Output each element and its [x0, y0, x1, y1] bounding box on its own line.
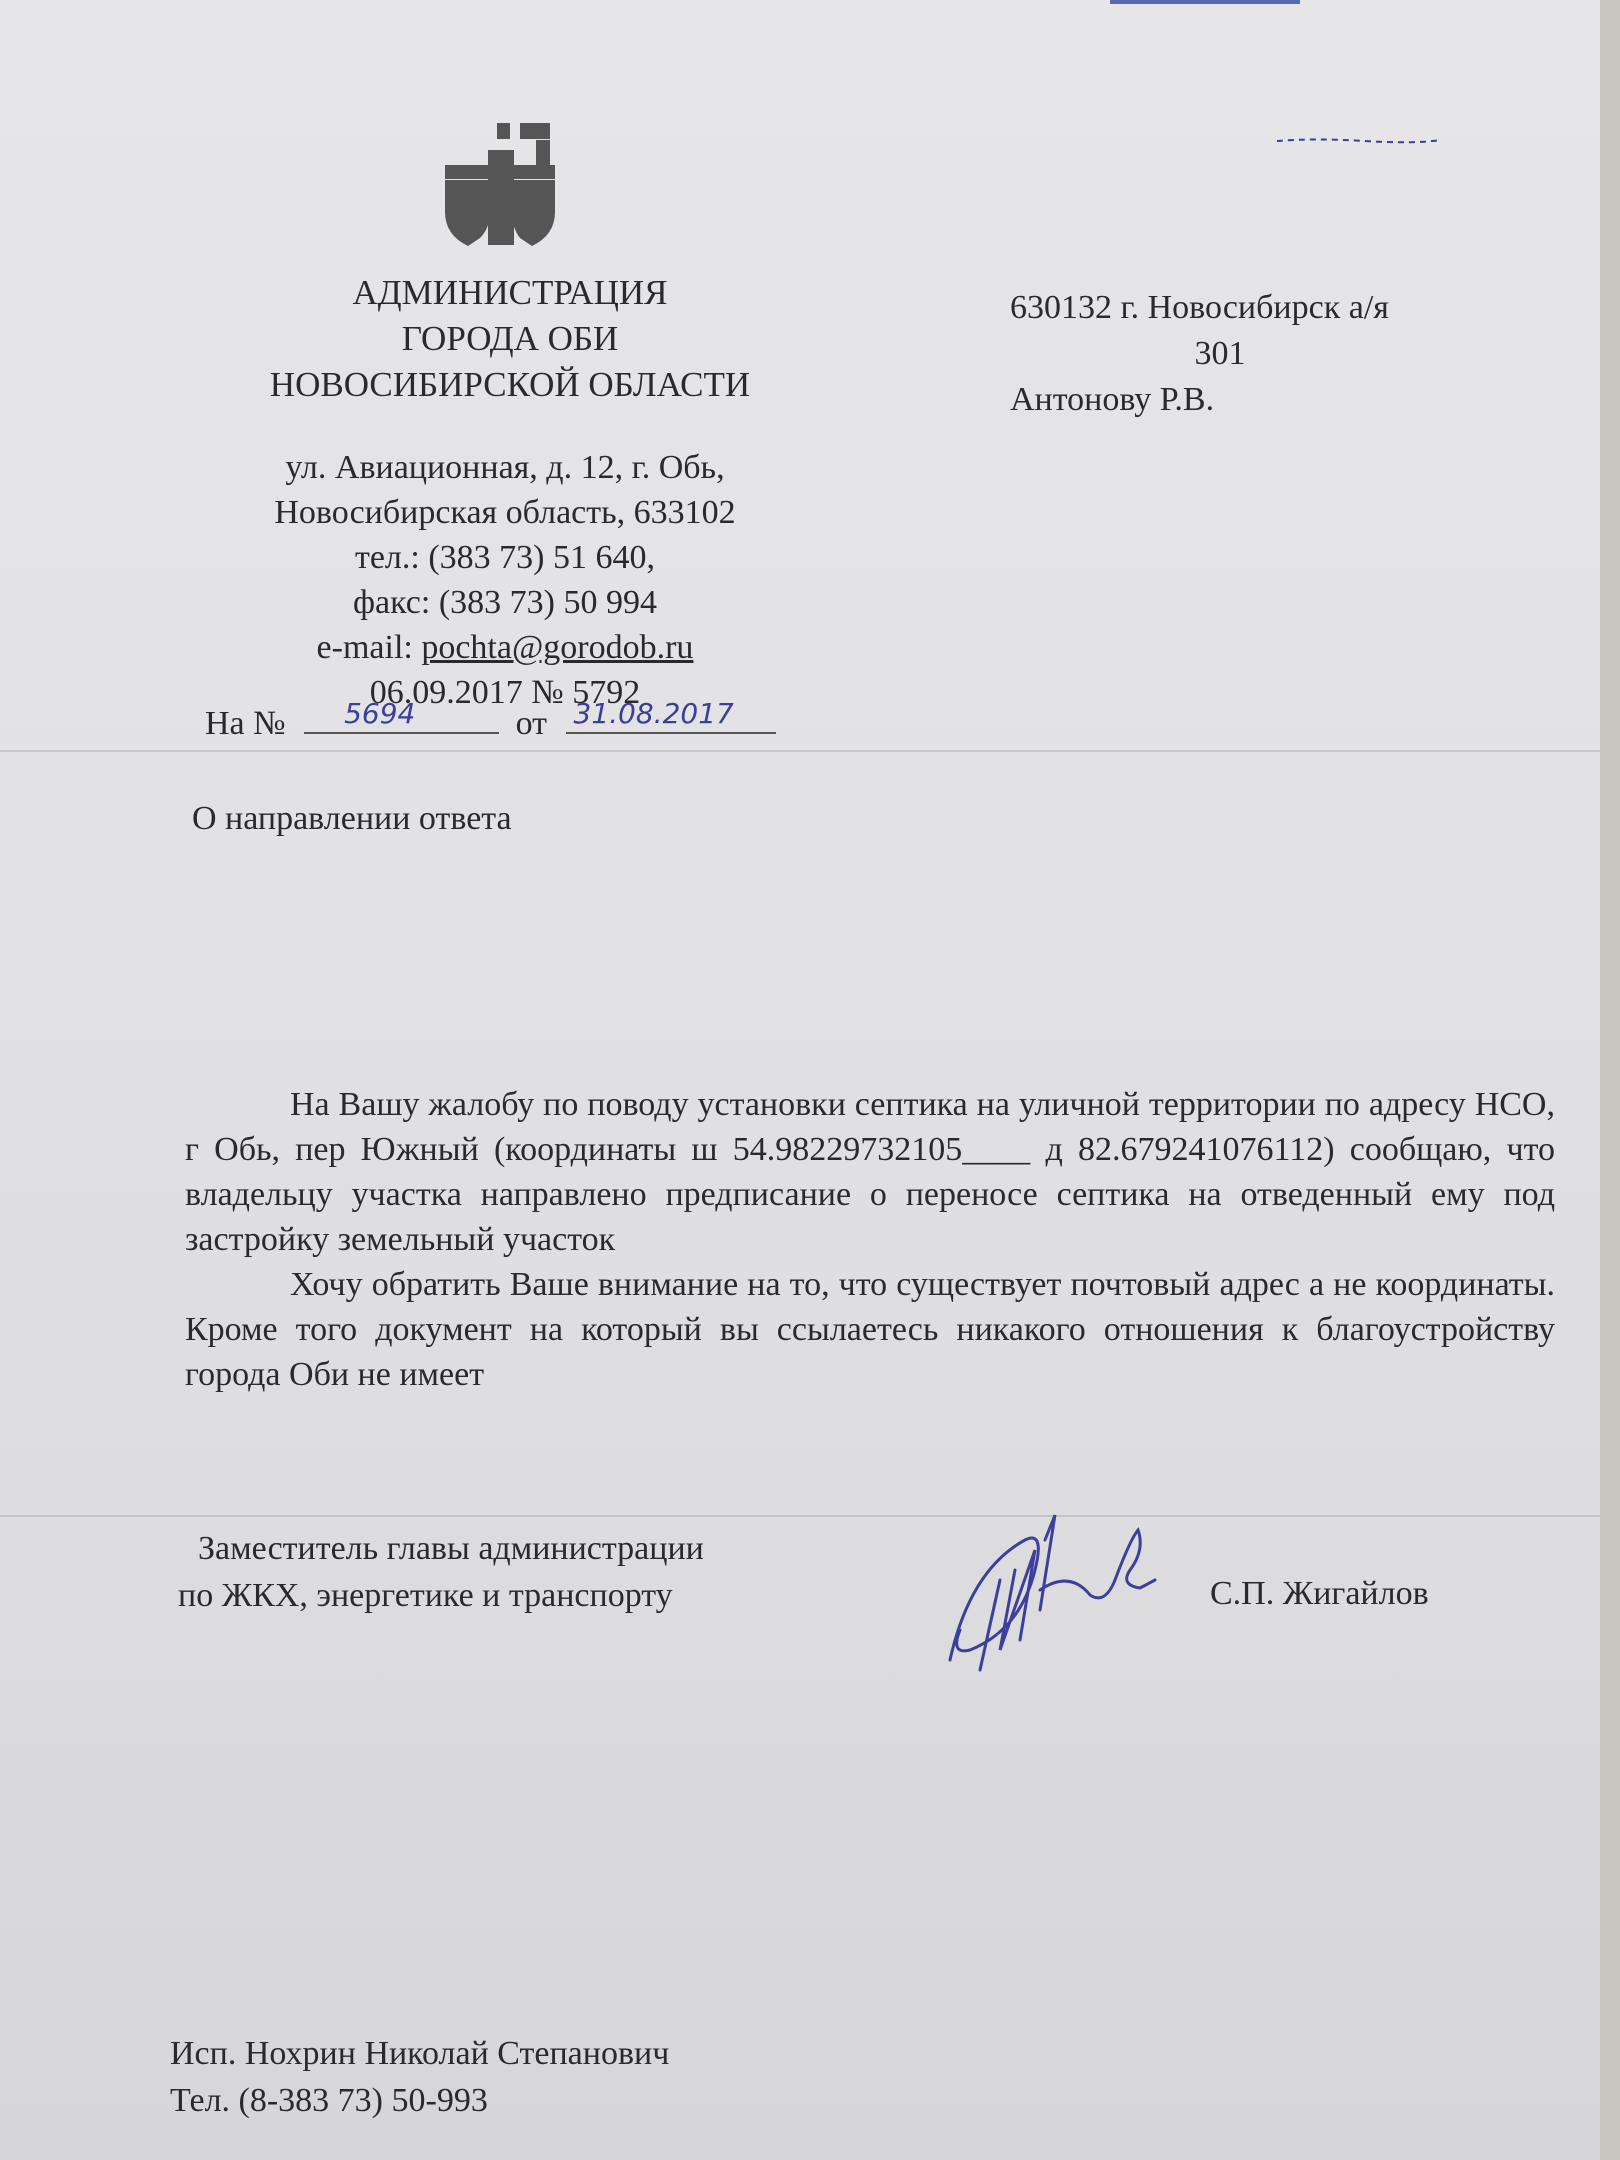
body-paragraph: На Вашу жалобу по поводу установки септика на уличной территории по адресу НСО, г Обь, пер Южный (координаты ш 54.98229732105____ д 82.679241076112) сообщаю, что владельцу участка направлено предписание о переносе септика на отведенный ему под застройку земельный участок: [185, 1086, 1555, 1258]
email-prefix: e-mail:: [316, 629, 422, 666]
address-line: ул. Авиационная, д. 12, г. Обь,: [285, 449, 725, 486]
organization-name: [210, 270, 810, 408]
letter-body: [185, 1082, 1555, 1397]
paper-fold: [0, 750, 1600, 752]
subject-line: О направлении ответа: [192, 800, 512, 837]
address-line: Новосибирская область, 633102: [274, 494, 736, 531]
emblem-icon: [440, 120, 560, 250]
ink-mark: [1275, 136, 1445, 146]
email-line: [200, 625, 810, 670]
executor-info: [170, 2030, 669, 2124]
recipient-address: [1010, 285, 1430, 423]
ref-date-blank: [566, 697, 776, 734]
recipient-line: 301: [1194, 335, 1246, 372]
position-line: по ЖКХ, энергетике и транспорту: [178, 1577, 673, 1614]
executor-name: Исп. Нохрин Николай Степанович: [170, 2035, 670, 2072]
reference-line: [205, 697, 776, 743]
ref-number-handwritten: 5694: [344, 697, 416, 730]
org-line: ГОРОДА ОБИ: [401, 319, 619, 358]
paper-fold: [0, 1515, 1600, 1517]
stamp-fragment: [1110, 0, 1300, 10]
signatory-position: [178, 1525, 704, 1619]
ref-prefix: На №: [205, 705, 286, 742]
signatory-name: С.П. Жигайлов: [1210, 1575, 1429, 1612]
position-line: Заместитель главы администрации: [198, 1530, 704, 1567]
recipient-name: Антонову Р.В.: [1010, 381, 1215, 418]
body-paragraph: Хочу обратить Ваше внимание на то, что существует почтовый адрес а не координаты. Кроме того документ на который вы ссылаетесь никакого отношения к благоустройству города Оби не имеет: [185, 1266, 1555, 1393]
document-date-number: 06.09.2017 № 5792: [369, 674, 641, 711]
ref-from: от: [515, 705, 548, 742]
executor-phone: Тел. (8-383 73) 50-993: [170, 2082, 488, 2119]
handwritten-signature: [940, 1510, 1160, 1680]
sender-address: [200, 445, 810, 715]
email-link[interactable]: pochta@gorodob.ru: [421, 629, 694, 666]
fax-line: факс: (383 73) 50 994: [353, 584, 657, 621]
recipient-line: 630132 г. Новосибирск а/я: [1010, 289, 1389, 326]
phone-line: тел.: (383 73) 51 640,: [354, 539, 655, 576]
org-line: АДМИНИСТРАЦИЯ: [352, 273, 668, 312]
background-surface: [1600, 0, 1620, 2160]
ref-number-blank: [304, 697, 499, 734]
org-line: НОВОСИБИРСКОЙ ОБЛАСТИ: [269, 365, 751, 404]
ref-date-handwritten: 31.08.2017: [573, 697, 734, 730]
